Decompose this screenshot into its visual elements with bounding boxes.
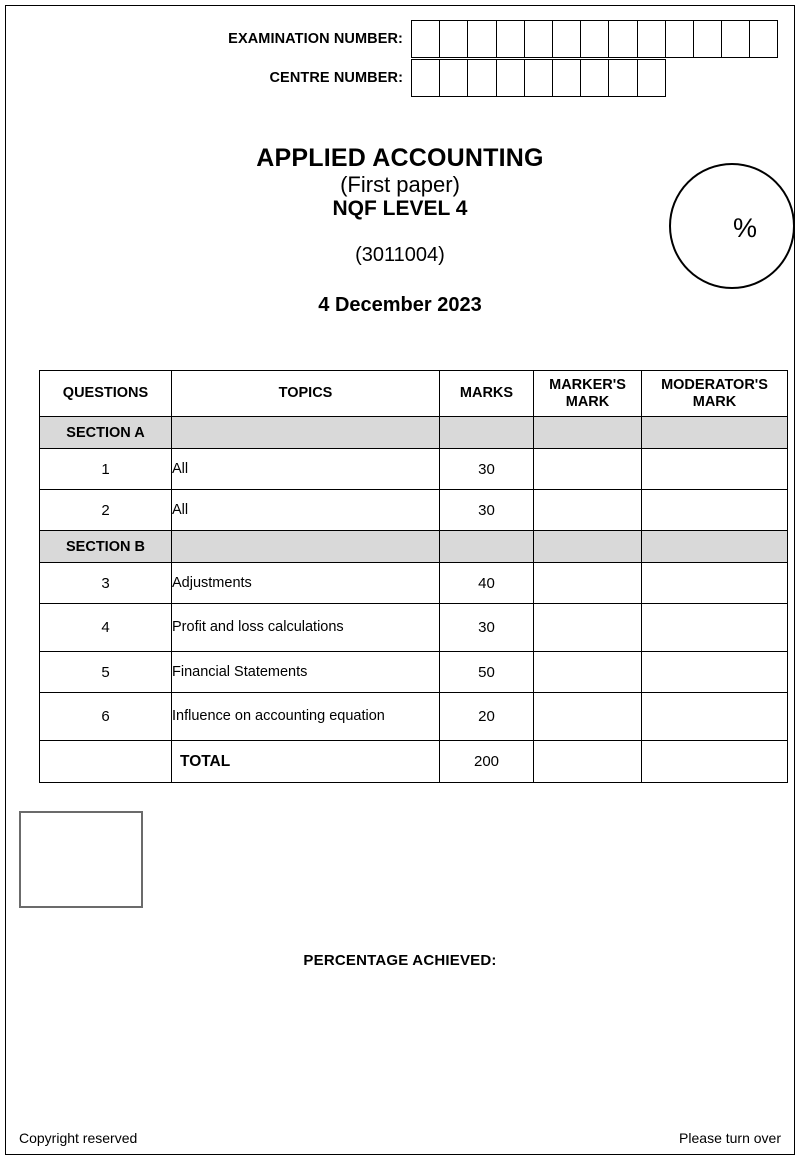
examination-number-label: EXAMINATION NUMBER: — [228, 31, 403, 47]
total-marks-value: 200 — [440, 741, 534, 783]
question-topic: Financial Statements — [172, 652, 440, 693]
blank-stamp-box — [19, 811, 143, 908]
centre-number-cell[interactable] — [638, 60, 666, 96]
moderator-mark-cell[interactable] — [642, 604, 788, 652]
examination-number-cell[interactable] — [581, 21, 609, 57]
percent-sign-icon: % — [733, 213, 758, 243]
moderator-mark-cell[interactable] — [642, 693, 788, 741]
examination-number-cell[interactable] — [666, 21, 694, 57]
table-row — [40, 563, 788, 604]
table-header-row — [40, 371, 788, 417]
examination-number-cell[interactable] — [609, 21, 637, 57]
marker-mark-cell[interactable] — [534, 449, 642, 490]
examination-number-cell[interactable] — [468, 21, 496, 57]
nqf-level: NQF LEVEL 4 — [332, 197, 468, 220]
section-marks-cell — [440, 417, 534, 449]
centre-number-label: CENTRE NUMBER: — [269, 70, 403, 86]
marker-mark-cell[interactable] — [534, 693, 642, 741]
total-marker-mark-cell[interactable] — [534, 741, 642, 783]
candidate-number-block — [6, 20, 794, 102]
total-question-cell — [40, 741, 172, 783]
section-label: SECTION A — [40, 417, 172, 449]
total-label: TOTAL — [172, 741, 440, 783]
table-row — [40, 449, 788, 490]
centre-number-cell[interactable] — [412, 60, 440, 96]
question-marks: 20 — [440, 693, 534, 741]
percentage-achieved-label: PERCENTAGE ACHIEVED: — [303, 952, 497, 969]
question-topic: Influence on accounting equation — [172, 693, 440, 741]
paper-subtitle: (First paper) — [340, 172, 460, 197]
examination-number-cell[interactable] — [525, 21, 553, 57]
section-topic-cell — [172, 417, 440, 449]
table-section-row — [40, 417, 788, 449]
turn-over-notice: Please turn over — [679, 1130, 781, 1146]
question-topic: All — [172, 490, 440, 531]
exam-date: 4 December 2023 — [318, 294, 482, 316]
centre-number-cell[interactable] — [440, 60, 468, 96]
percentage-circle — [669, 163, 795, 289]
table-section-row — [40, 531, 788, 563]
section-topic-cell — [172, 531, 440, 563]
examination-number-cell[interactable] — [750, 21, 778, 57]
table-row — [40, 490, 788, 531]
question-marks: 50 — [440, 652, 534, 693]
page-footer — [19, 1130, 781, 1146]
question-number: 5 — [40, 652, 172, 693]
centre-number-cell[interactable] — [553, 60, 581, 96]
marker-mark-cell[interactable] — [534, 490, 642, 531]
marks-summary-table — [39, 370, 788, 783]
total-moderator-mark-cell[interactable] — [642, 741, 788, 783]
examination-number-cell[interactable] — [497, 21, 525, 57]
column-header-moderator: MODERATOR'S MARK — [642, 371, 788, 417]
centre-number-boxes[interactable] — [411, 59, 666, 97]
question-number: 3 — [40, 563, 172, 604]
column-header-topics: TOPICS — [172, 371, 440, 417]
centre-number-cell[interactable] — [609, 60, 637, 96]
examination-number-cell[interactable] — [440, 21, 468, 57]
question-number: 2 — [40, 490, 172, 531]
table-row — [40, 693, 788, 741]
centre-number-cell[interactable] — [468, 60, 496, 96]
page-title: APPLIED ACCOUNTING — [256, 144, 544, 172]
examination-number-boxes[interactable] — [411, 20, 778, 58]
examination-number-cell[interactable] — [553, 21, 581, 57]
examination-number-cell[interactable] — [722, 21, 750, 57]
section-moderator-cell — [642, 531, 788, 563]
moderator-mark-cell[interactable] — [642, 563, 788, 604]
examination-number-cell[interactable] — [412, 21, 440, 57]
question-number: 4 — [40, 604, 172, 652]
exam-page — [5, 5, 795, 1155]
table-total-row — [40, 741, 788, 783]
question-marks: 30 — [440, 490, 534, 531]
question-marks: 30 — [440, 604, 534, 652]
column-header-marks: MARKS — [440, 371, 534, 417]
moderator-mark-cell[interactable] — [642, 490, 788, 531]
table-row — [40, 604, 788, 652]
section-marker-cell — [534, 531, 642, 563]
question-topic: All — [172, 449, 440, 490]
question-number: 6 — [40, 693, 172, 741]
subject-code: (3011004) — [355, 244, 445, 266]
examination-number-cell[interactable] — [638, 21, 666, 57]
question-marks: 40 — [440, 563, 534, 604]
centre-number-row — [6, 59, 794, 97]
centre-number-cell[interactable] — [497, 60, 525, 96]
section-marks-cell — [440, 531, 534, 563]
section-marker-cell — [534, 417, 642, 449]
column-header-questions: QUESTIONS — [40, 371, 172, 417]
marker-mark-cell[interactable] — [534, 604, 642, 652]
examination-number-row — [6, 20, 794, 58]
examination-number-cell[interactable] — [694, 21, 722, 57]
moderator-mark-cell[interactable] — [642, 652, 788, 693]
section-label: SECTION B — [40, 531, 172, 563]
question-marks: 30 — [440, 449, 534, 490]
column-header-marker: MARKER'S MARK — [534, 371, 642, 417]
section-moderator-cell — [642, 417, 788, 449]
question-number: 1 — [40, 449, 172, 490]
centre-number-cell[interactable] — [525, 60, 553, 96]
moderator-mark-cell[interactable] — [642, 449, 788, 490]
marker-mark-cell[interactable] — [534, 652, 642, 693]
table-row — [40, 652, 788, 693]
marker-mark-cell[interactable] — [534, 563, 642, 604]
centre-number-cell[interactable] — [581, 60, 609, 96]
question-topic: Profit and loss calculations — [172, 604, 440, 652]
question-topic: Adjustments — [172, 563, 440, 604]
copyright-notice: Copyright reserved — [19, 1130, 138, 1146]
